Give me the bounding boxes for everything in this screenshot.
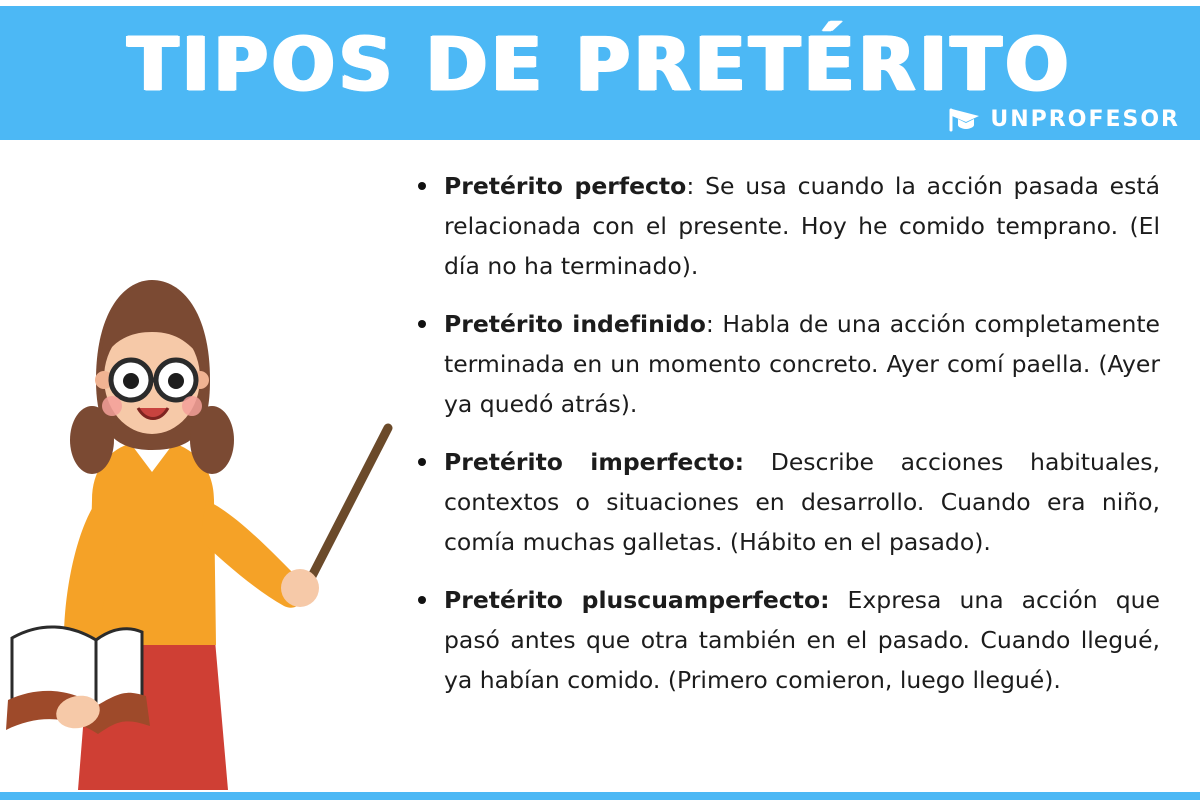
term-label: Pretérito pluscuamperfecto: (444, 586, 830, 614)
brand-logo-group (948, 106, 1180, 132)
list-item (410, 580, 1160, 700)
term-description: Expresa una acción que pasó antes que otra también en el pasado. Cuando llegué, ya habían comido. (Primero comieron, luego llegué). (444, 586, 1160, 694)
term-label: Pretérito perfecto (444, 172, 687, 200)
term-label: Pretérito indefinido (444, 310, 706, 338)
content-area (0, 140, 1200, 800)
list-item (410, 166, 1160, 286)
term-separator: : (686, 172, 695, 200)
term-label: Pretérito imperfecto: (444, 448, 745, 476)
term-description: Describe acciones habituales, contextos o situaciones en desarrollo. Cuando era niño, comía muchas galletas. (Hábito en el pasado). (444, 448, 1161, 556)
footer-accent-strip (0, 792, 1200, 800)
teacher-with-pointer-and-book-illustration (0, 140, 400, 800)
preterite-types-list (410, 166, 1160, 700)
brand-name: UNPROFESOR (990, 106, 1180, 132)
list-item (410, 304, 1160, 424)
term-description: Habla de una acción completamente terminada en un momento concreto. Ayer comí paella. (Ayer ya quedó atrás). (444, 310, 1161, 418)
header-banner (0, 0, 1200, 140)
page-title: TIPOS DE PRETÉRITO (127, 22, 1073, 108)
graduation-cap-icon (948, 106, 982, 132)
term-description: Se usa cuando la acción pasada está relacionada con el presente. Hoy he comido temprano. (El día no ha terminado). (444, 172, 1160, 280)
definitions-column (400, 140, 1200, 800)
list-item (410, 442, 1160, 562)
term-separator: : (705, 310, 714, 338)
